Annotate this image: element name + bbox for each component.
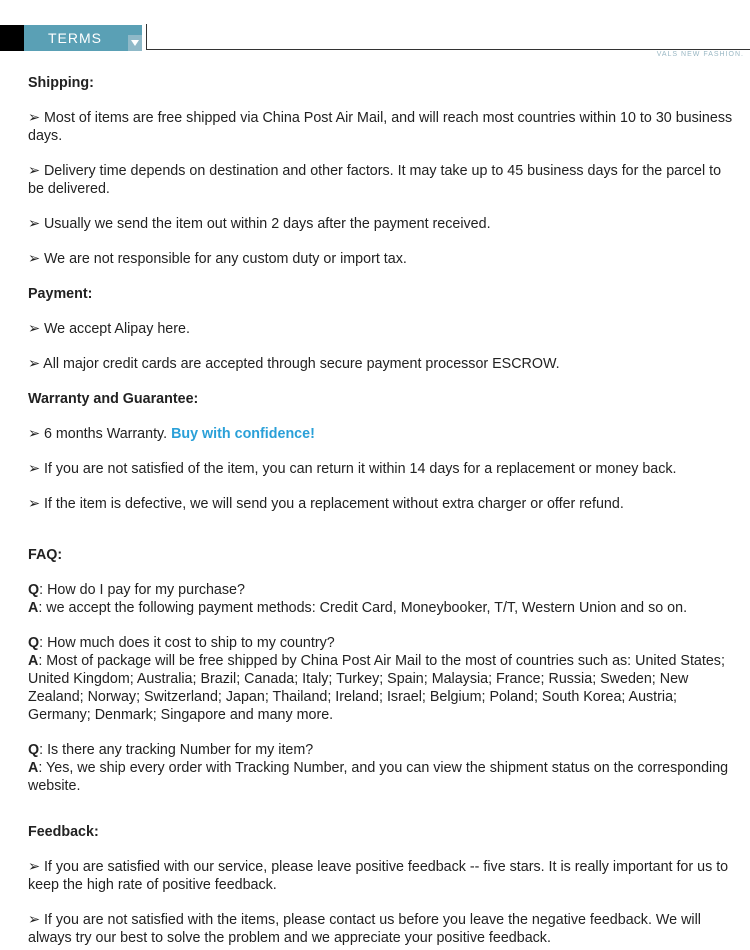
- buy-with-confidence-text: Buy with confidence!: [171, 426, 315, 442]
- shipping-item: ➢ Most of items are free shipped via China Post Air Mail, and will reach most countries within 10 to 30 business days.: [28, 110, 733, 144]
- q-label: Q: [28, 742, 40, 758]
- q-label: Q: [28, 635, 40, 651]
- feedback-heading: Feedback:: [28, 824, 99, 840]
- shipping-item: ➢ Delivery time depends on destination and other factors. It may take up to 45 business days for the parcel to be delivered.: [28, 163, 722, 197]
- faq-question-text: : Is there any tracking Number for my item?: [39, 742, 314, 758]
- faq-answer: [28, 759, 740, 795]
- q-label: Q: [28, 582, 40, 598]
- faq-answer-text: : Most of package will be free shipped by China Post Air Mail to the most of countries such as: United States; United Kingdom; Australia; Brazil; Canada; Italy; Turkey; Spain; Malaysia; France; Russia; Sweden; New Zealand; Norway; Switzerland; Japan; Thailand; Ireland; Israel; Belgium; Poland; South Korea; Austria; Germany; Denmark; Singapore and many more.: [28, 653, 725, 723]
- header-divider-vertical: [146, 24, 147, 50]
- payment-heading: Payment:: [28, 286, 93, 302]
- warranty-item: [28, 425, 740, 443]
- header-black-block: [0, 25, 24, 51]
- a-label: A: [28, 600, 39, 616]
- faq-question: [28, 581, 740, 599]
- faq-question: [28, 634, 740, 652]
- warranty-heading: Warranty and Guarantee:: [28, 391, 199, 407]
- header: [0, 0, 750, 60]
- faq-question-text: : How do I pay for my purchase?: [39, 582, 245, 598]
- terms-tab[interactable]: [24, 25, 142, 51]
- brand-tagline: VALS NEW FASHION.: [656, 51, 744, 58]
- faq-question: [28, 741, 740, 759]
- shipping-item: ➢ We are not responsible for any custom duty or import tax.: [28, 251, 407, 267]
- faq-question-text: : How much does it cost to ship to my country?: [39, 635, 335, 651]
- header-divider-horizontal: [146, 49, 750, 50]
- shipping-heading: Shipping:: [28, 75, 94, 91]
- chevron-down-icon: [131, 40, 139, 46]
- terms-content: [28, 72, 740, 947]
- shipping-item: ➢ Usually we send the item out within 2 days after the payment received.: [28, 216, 491, 232]
- terms-tab-label: TERMS: [48, 30, 102, 46]
- warranty-item: ➢ If you are not satisfied of the item, you can return it within 14 days for a replacement or money back.: [28, 461, 677, 477]
- faq-answer: [28, 652, 740, 724]
- a-label: A: [28, 760, 39, 776]
- faq-answer-text: : Yes, we ship every order with Tracking Number, and you can view the shipment status on the corresponding website.: [28, 760, 729, 794]
- faq-answer-text: : we accept the following payment methods: Credit Card, Moneybooker, T/T, Western Union and so on.: [38, 600, 688, 616]
- faq-answer: [28, 599, 740, 617]
- payment-item: ➢ We accept Alipay here.: [28, 321, 190, 337]
- warranty-item: ➢ If the item is defective, we will send you a replacement without extra charger or offer refund.: [28, 496, 624, 512]
- faq-heading: FAQ:: [28, 547, 63, 563]
- feedback-item: ➢ If you are satisfied with our service, please leave positive feedback -- five stars. It is really important for us to keep the high rate of positive feedback.: [28, 859, 729, 893]
- feedback-item: ➢ If you are not satisfied with the items, please contact us before you leave the negative feedback. We will always try our best to solve the problem and we appreciate your positive feedback.: [28, 912, 701, 946]
- payment-item: ➢ All major credit cards are accepted through secure payment processor ESCROW.: [28, 356, 560, 372]
- warranty-item-text: ➢ 6 months Warranty.: [28, 426, 172, 442]
- a-label: A: [28, 653, 39, 669]
